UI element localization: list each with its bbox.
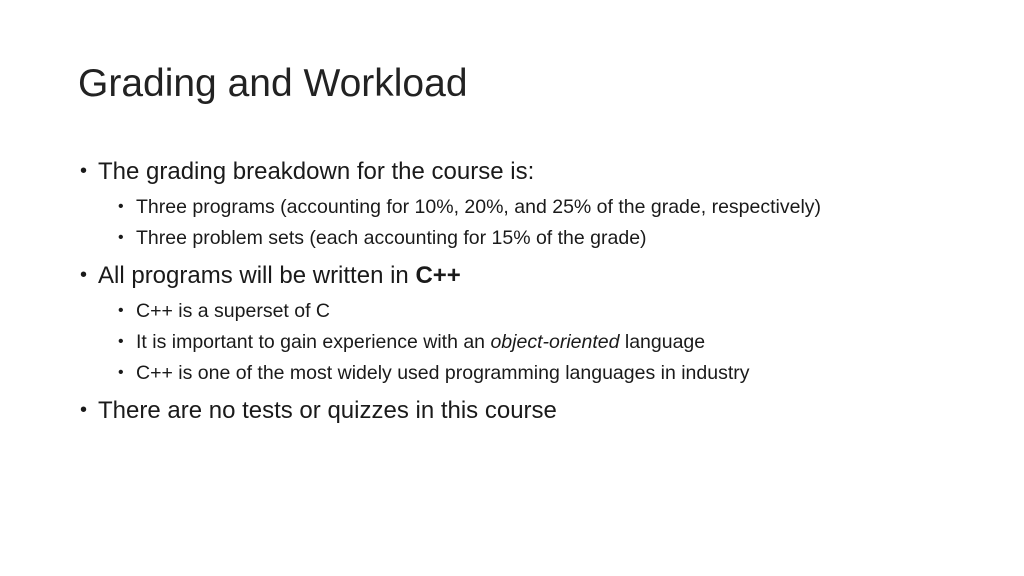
sub-bullet-industry: [118, 359, 940, 387]
bullet-no-tests: [80, 393, 940, 428]
sub-bullet-text: Three problem sets (each accounting for 15% of the grade): [136, 227, 647, 249]
language-emphasis: C++: [415, 262, 461, 289]
bullet-programs-language: [80, 258, 940, 293]
sub-bullet-text: C++ is one of the most widely used programming languages in industry: [136, 362, 750, 384]
bullet-text: All programs will be written in: [98, 262, 409, 289]
bullet-text: The grading breakdown for the course is:: [98, 158, 535, 185]
sub-bullet-text: Three programs (accounting for 10%, 20%, and 25% of the grade, respectively): [136, 196, 822, 218]
sub-bullet-text-after: language: [624, 331, 706, 353]
sub-bullet-object-oriented: [118, 328, 940, 356]
sub-bullet-superset: [118, 297, 940, 325]
slide-content: [80, 154, 940, 428]
sub-bullet-text: C++ is a superset of C: [136, 300, 331, 322]
sub-bullet-programs: [118, 193, 826, 221]
bullet-grading-breakdown: [80, 154, 940, 189]
bullet-text: There are no tests or quizzes in this course: [98, 397, 557, 424]
sub-bullet-problem-sets: [118, 224, 940, 252]
sub-bullet-text-before: It is important to gain experience with an: [136, 331, 486, 353]
slide-title: Grading and Workload: [78, 62, 468, 105]
object-oriented-emphasis: object-oriented: [490, 331, 620, 353]
